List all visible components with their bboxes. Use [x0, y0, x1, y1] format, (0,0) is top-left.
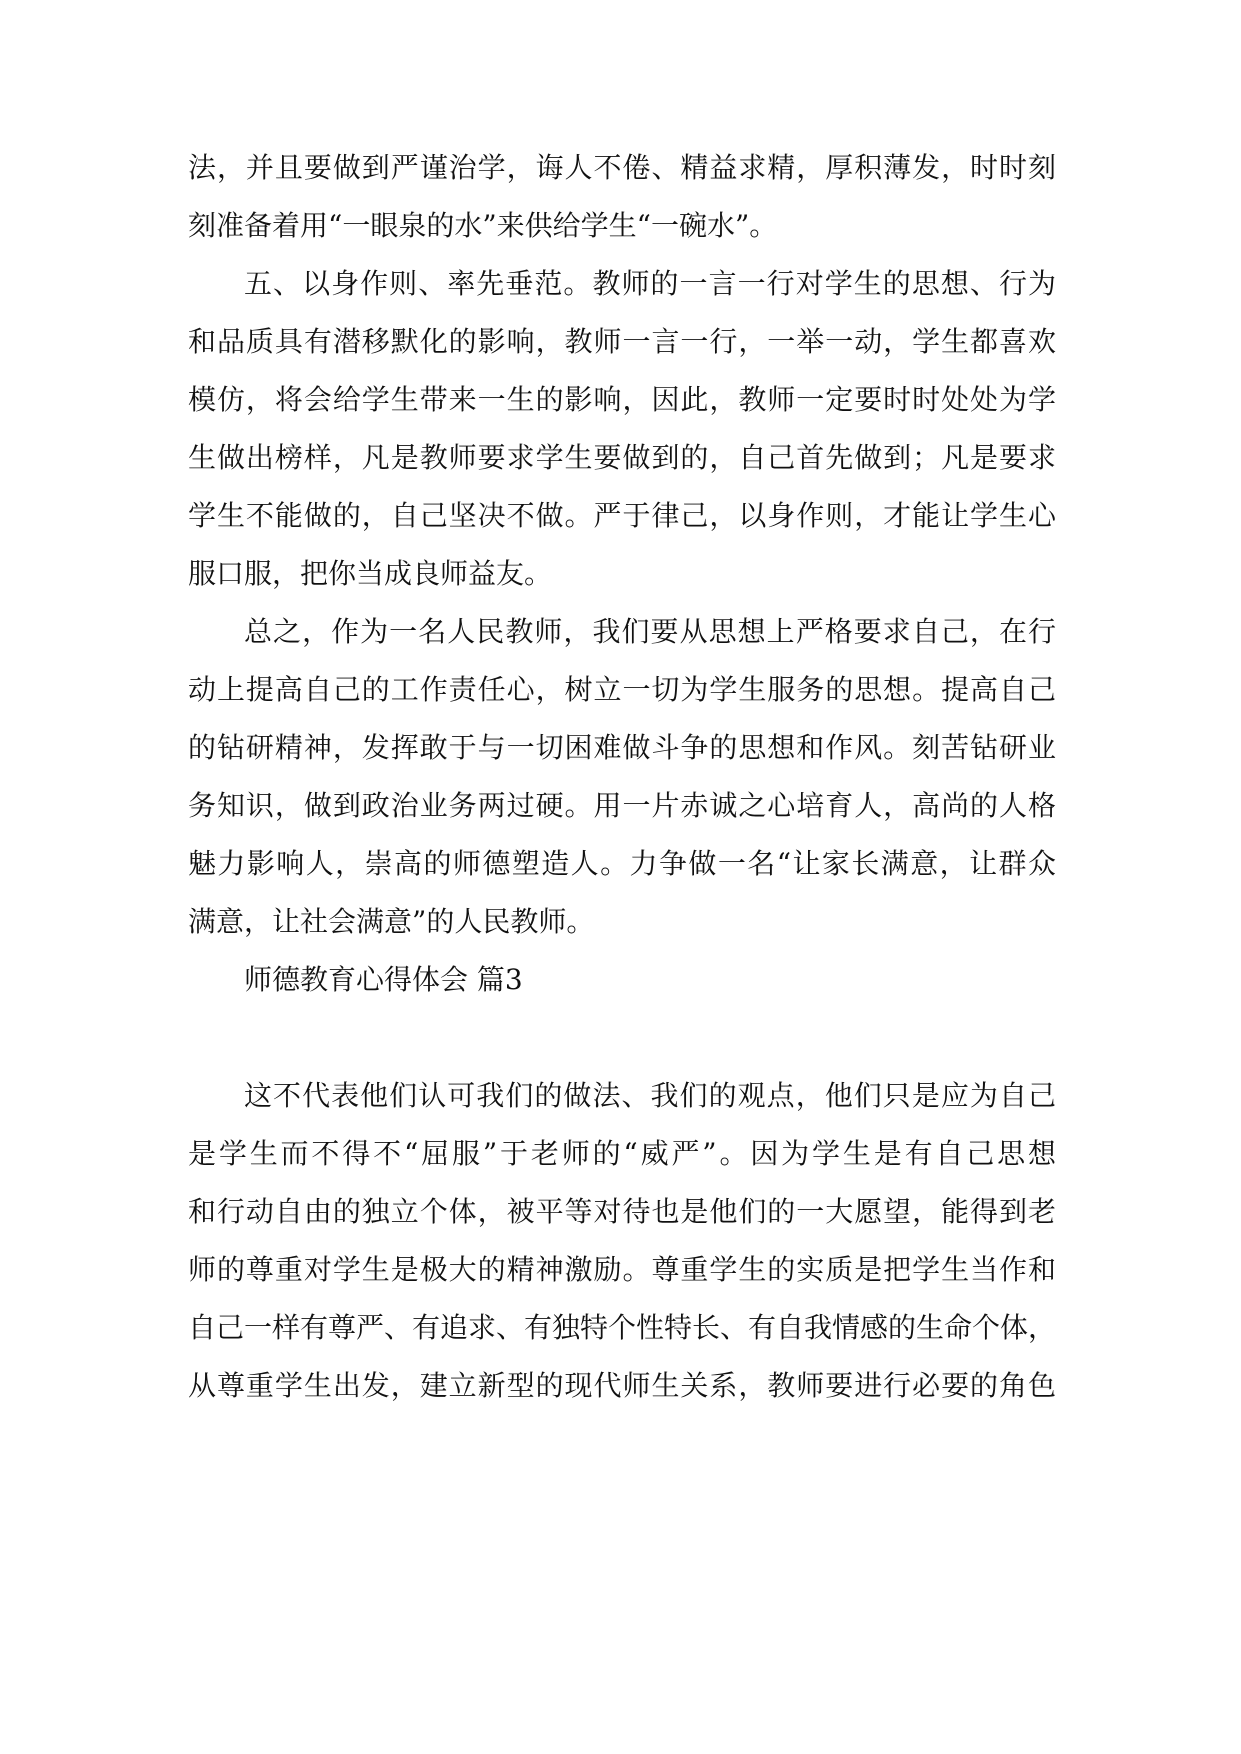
text-line: 的钻研精神，发挥敢于与一切困难做斗争的思想和作风。刻苦钻研业	[188, 731, 1056, 764]
text-line: 学生不能做的，自己坚决不做。严于律己，以身作则，才能让学生心	[188, 499, 1056, 532]
text-line: 从尊重学生出发，建立新型的现代师生关系，教师要进行必要的角色	[188, 1369, 1056, 1402]
text-line: 务知识，做到政治业务两过硬。用一片赤诚之心培育人，高尚的人格	[188, 789, 1056, 822]
paragraph-first-line: 总之，作为一名人民教师，我们要从思想上严格要求自己，在行	[244, 615, 1056, 648]
text-line: 满意，让社会满意”的人民教师。	[188, 905, 595, 938]
text-line: 和品质具有潜移默化的影响，教师一言一行，一举一动，学生都喜欢	[188, 325, 1056, 358]
text-line: 是学生而不得不“屈服”于老师的“威严”。因为学生是有自己思想	[188, 1137, 1056, 1170]
paragraph-first-line: 这不代表他们认可我们的做法、我们的观点，他们只是应为自己	[244, 1079, 1056, 1112]
text-line: 师的尊重对学生是极大的精神激励。尊重学生的实质是把学生当作和	[188, 1253, 1056, 1286]
paragraph-first-line: 五、以身作则、率先垂范。教师的一言一行对学生的思想、行为	[244, 267, 1056, 300]
text-line: 刻准备着用“一眼泉的水”来供给学生“一碗水”。	[188, 209, 778, 242]
text-line: 模仿，将会给学生带来一生的影响，因此，教师一定要时时处处为学	[188, 383, 1056, 416]
text-line: 生做出榜样，凡是教师要求学生要做到的，自己首先做到；凡是要求	[188, 441, 1056, 474]
text-line: 动上提高自己的工作责任心，树立一切为学生服务的思想。提高自己	[188, 673, 1056, 706]
text-line: 自己一样有尊严、有追求、有独特个性特长、有自我情感的生命个体，	[188, 1311, 1057, 1344]
text-line: 魅力影响人，崇高的师德塑造人。力争做一名“让家长满意，让群众	[188, 847, 1056, 880]
text-line: 服口服，把你当成良师益友。	[188, 557, 553, 590]
section-heading: 师德教育心得体会 篇3	[244, 963, 523, 996]
text-line: 法，并且要做到严谨治学，诲人不倦、精益求精，厚积薄发，时时刻	[188, 151, 1056, 184]
text-line: 和行动自由的独立个体，被平等对待也是他们的一大愿望，能得到老	[188, 1195, 1056, 1228]
